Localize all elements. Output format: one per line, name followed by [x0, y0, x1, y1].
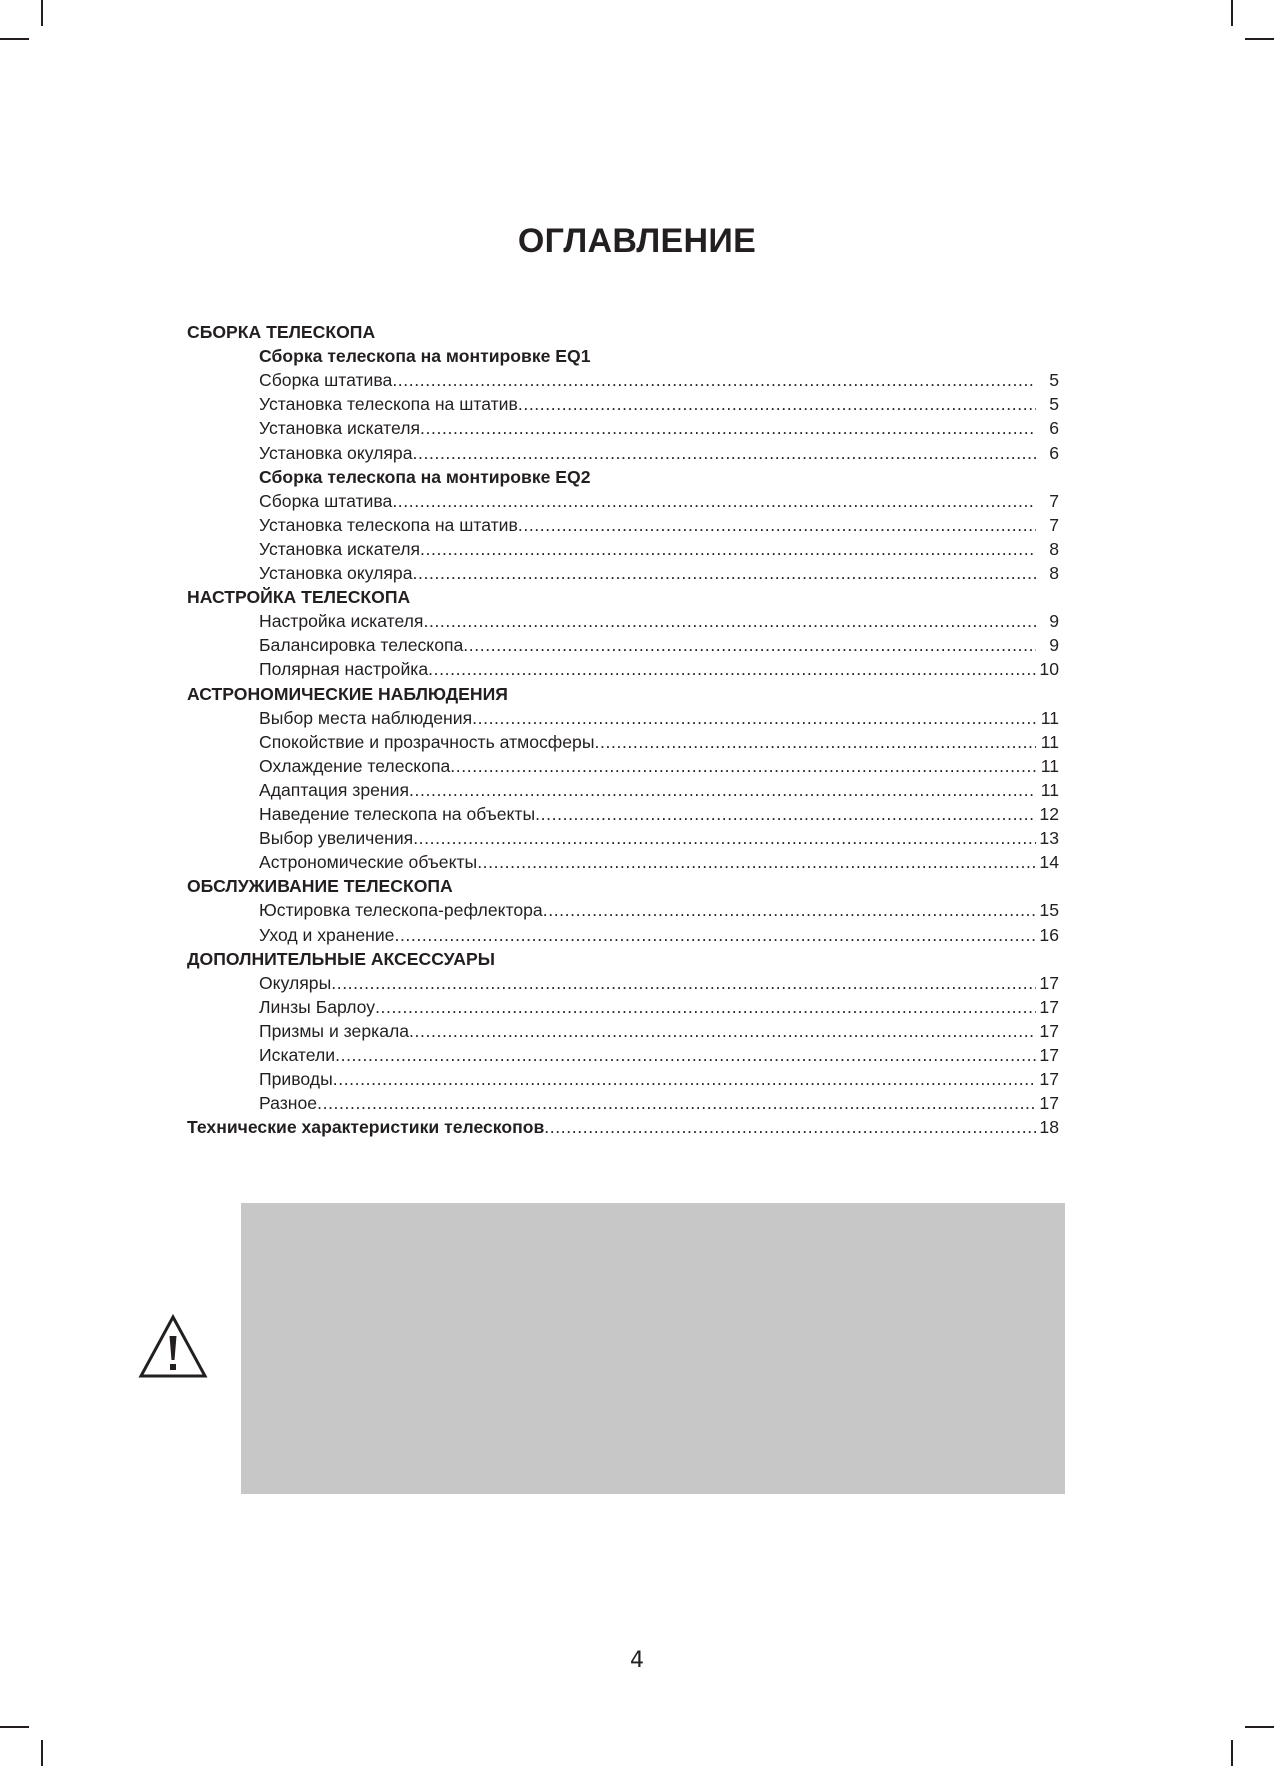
toc-entry-label: Полярная настройка: [259, 659, 429, 680]
toc-entry-label: Призмы и зеркала: [259, 1020, 410, 1041]
toc-entry-page: 6: [1049, 418, 1059, 439]
toc-entry: [259, 899, 1059, 921]
toc-entry-label: Установка окуляра: [259, 563, 413, 583]
dot-leader: [392, 369, 1036, 391]
toc-entry-page: 7: [1049, 490, 1059, 511]
dot-leader: [331, 972, 1036, 994]
dot-leader: [543, 899, 1036, 921]
toc-entry-label: Приводы: [259, 1069, 333, 1090]
dot-leader: [420, 538, 1036, 560]
toc-entry-page: 6: [1049, 442, 1059, 463]
toc-entry: [259, 634, 1059, 656]
toc-entry: [259, 562, 1059, 584]
toc-entry-label: Установка телескопа на штатив: [259, 394, 518, 415]
toc-entry-label: Выбор увеличения: [259, 828, 414, 849]
toc-entry: [259, 924, 1059, 946]
dot-leader: [518, 514, 1036, 536]
page-number: 4: [630, 1648, 644, 1673]
toc-entry-page: 11: [1040, 755, 1059, 776]
toc-entry: [259, 442, 1059, 464]
dot-leader: [317, 1092, 1036, 1114]
toc-entry: [259, 972, 1059, 994]
toc-entry-page: 17: [1039, 1020, 1059, 1041]
toc-entry-page: 15: [1039, 900, 1059, 921]
toc-section-heading: АСТРОНОМИЧЕСКИЕ НАБЛЮДЕНИЯ: [187, 683, 508, 704]
toc-section-heading: ОБСЛУЖИВАНИЕ ТЕЛЕСКОПА: [187, 876, 453, 897]
dot-leader: [409, 779, 1036, 801]
page-title: ОГЛАВЛЕНИЕ: [517, 222, 757, 260]
dot-leader: [409, 1020, 1036, 1042]
dot-leader: [450, 755, 1036, 777]
toc-entry-label: Сборка штатива: [259, 370, 393, 391]
toc-entry: [259, 658, 1059, 680]
dot-leader: [375, 996, 1036, 1018]
toc-entry-page: 17: [1039, 972, 1059, 993]
toc-entry-page: 17: [1039, 996, 1059, 1017]
notice-box: [241, 1203, 1065, 1494]
toc-entry: [259, 803, 1059, 825]
toc-entry: [259, 755, 1059, 777]
dot-leader: [463, 634, 1036, 656]
toc-section-heading: НАСТРОЙКА ТЕЛЕСКОПА: [187, 587, 411, 608]
toc-entry: [259, 1020, 1059, 1042]
toc-entry-page: 16: [1039, 924, 1059, 945]
toc-entry: [259, 827, 1059, 849]
toc-entry: [259, 393, 1059, 415]
toc-entry-label: Установка окуляра: [259, 442, 413, 463]
dot-leader: [413, 827, 1036, 849]
toc-entry-label: Установка искателя: [259, 418, 421, 439]
toc-entry-page: 18: [1039, 1117, 1059, 1138]
toc-entry-label: Установка телескопа на штатив: [259, 514, 518, 535]
crop-mark: [0, 38, 29, 40]
toc-entry-page: 9: [1049, 635, 1059, 656]
toc-entry-page: 5: [1049, 370, 1059, 391]
toc-entry-label: Балансировка телескопа: [259, 635, 464, 656]
crop-mark: [41, 0, 43, 26]
dot-leader: [477, 851, 1036, 873]
toc-entry-label: Адаптация зрения: [259, 779, 409, 800]
toc-entry: [259, 490, 1059, 512]
toc-entry: [259, 1044, 1059, 1066]
toc-entry-page: 10: [1039, 659, 1059, 680]
toc-entry-page: 8: [1049, 538, 1059, 559]
crop-mark: [41, 1740, 43, 1766]
toc-entry-page: 11: [1040, 731, 1059, 752]
toc-entry-page: 8: [1049, 563, 1059, 583]
dot-leader: [394, 924, 1036, 946]
toc-entry-page: 17: [1039, 1069, 1059, 1090]
toc-entry-page: 17: [1039, 1093, 1059, 1114]
toc-entry-page: 11: [1040, 779, 1059, 800]
toc-entry-label: Уход и хранение: [259, 924, 395, 945]
dot-leader: [595, 731, 1037, 753]
toc-entry: [187, 1116, 1059, 1138]
toc-entry-page: 13: [1039, 828, 1059, 849]
toc-entry-label: Окуляры: [259, 972, 332, 993]
dot-leader: [472, 707, 1036, 729]
toc-entry-page: 5: [1049, 394, 1059, 415]
toc-entry-page: 17: [1039, 1045, 1059, 1065]
crop-mark: [1245, 1726, 1274, 1728]
toc-entry-label: Линзы Барлоу: [259, 996, 376, 1017]
toc-entry-label: Разное: [259, 1093, 318, 1114]
dot-leader: [392, 490, 1036, 512]
crop-mark: [0, 1726, 29, 1728]
dot-leader: [333, 1068, 1036, 1090]
toc-entry: [259, 514, 1059, 536]
toc-entry: [259, 731, 1059, 753]
dot-leader: [413, 442, 1037, 464]
toc-entry-label: Астрономические объекты: [259, 852, 478, 873]
toc-entry: [259, 417, 1059, 439]
toc-entry: [259, 610, 1059, 632]
toc-entry: [259, 1068, 1059, 1090]
toc-entry: [259, 996, 1059, 1018]
toc-subsection-heading: Сборка телескопа на монтировке EQ2: [259, 466, 591, 487]
toc-entry-label: Юстировка телескопа-рефлектора: [259, 900, 543, 921]
toc-entry: [259, 779, 1059, 801]
toc-entry: [259, 538, 1059, 560]
toc-section-heading: ДОПОЛНИТЕЛЬНЫЕ АКСЕССУАРЫ: [187, 948, 495, 969]
toc-entry-page: 7: [1049, 514, 1059, 535]
toc-entry-label: Спокойствие и прозрачность атмосферы: [259, 731, 595, 752]
toc-subsection-heading: Сборка телескопа на монтировке EQ1: [259, 346, 591, 367]
toc-entry: [259, 851, 1059, 873]
crop-mark: [1245, 38, 1274, 40]
toc-entry-page: 11: [1040, 707, 1059, 728]
toc-entry-label: Выбор места наблюдения: [259, 707, 473, 728]
toc-entry-page: 14: [1039, 852, 1059, 873]
crop-mark: [1231, 1740, 1233, 1766]
toc-entry-page: 12: [1039, 804, 1059, 824]
dot-leader: [428, 658, 1036, 680]
toc-entry-label: Искатели: [259, 1045, 336, 1065]
toc-entry-label: Технические характеристики телескопов: [187, 1117, 545, 1138]
dot-leader: [413, 562, 1037, 584]
toc-section-heading: СБОРКА ТЕЛЕСКОПА: [187, 322, 376, 342]
dot-leader: [335, 1044, 1036, 1066]
toc-entry: [259, 707, 1059, 729]
dot-leader: [423, 610, 1036, 632]
dot-leader: [544, 1116, 1036, 1138]
toc-entry-page: 9: [1049, 611, 1059, 632]
toc-entry-label: Охлаждение телескопа: [259, 755, 451, 776]
dot-leader: [420, 417, 1036, 439]
toc-entry-label: Наведение телескопа на объекты: [259, 804, 536, 824]
toc-entry-label: Сборка штатива: [259, 490, 393, 511]
toc-entry-label: Установка искателя: [259, 538, 421, 559]
dot-leader: [518, 393, 1036, 415]
dot-leader: [535, 803, 1036, 825]
toc-entry: [259, 1092, 1059, 1114]
warning-triangle-icon: [138, 1313, 208, 1381]
crop-mark: [1231, 0, 1233, 26]
toc-entry: [259, 369, 1059, 391]
toc-entry-label: Настройка искателя: [259, 611, 424, 632]
